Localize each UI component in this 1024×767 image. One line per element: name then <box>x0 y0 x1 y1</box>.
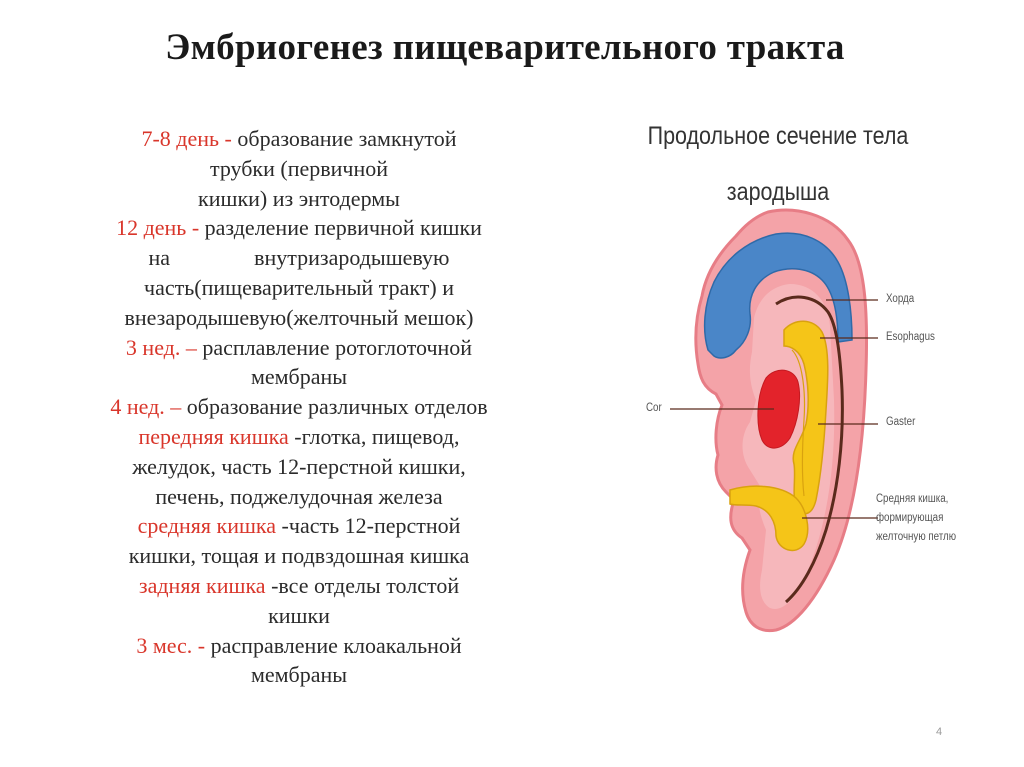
text-line: часть(пищеварительный тракт) и <box>144 274 454 300</box>
text-line <box>40 422 558 452</box>
text-line <box>40 631 558 661</box>
text-line: кишки, тощая и подвздошная кишка <box>128 543 470 569</box>
embryo-figure <box>590 200 1010 650</box>
text-line <box>40 511 558 541</box>
text-line: печень, поджелудочная железа <box>155 483 443 509</box>
text-line <box>40 333 558 363</box>
text-line: кишки) из энтодермы <box>198 185 400 211</box>
text-line <box>40 243 558 273</box>
label-chorda: Хорда <box>886 293 915 305</box>
label-midgut-line: желточную петлю <box>876 531 957 543</box>
label-midgut <box>876 490 956 547</box>
stage-desc: образование замкнутой <box>231 126 457 151</box>
text-line <box>40 213 558 243</box>
label-cor: Cor <box>646 402 662 414</box>
text-line: мембраны <box>250 364 348 390</box>
stage-desc: образование различных отделов <box>181 394 488 420</box>
slide-title: Эмбриогенез пищеварительного тракта <box>165 27 845 68</box>
page-number: 4 <box>936 726 943 738</box>
stage-label: 3 мес. - <box>136 632 206 658</box>
stage-desc: расправление клоакальной <box>205 632 462 658</box>
gut-section-label: средняя кишка <box>137 513 277 539</box>
label-gaster: Gaster <box>886 416 916 428</box>
text-line: трубки (первичной <box>209 155 389 181</box>
text-line: мембраны <box>250 662 348 688</box>
stage-label: 7-8 день - <box>141 126 232 151</box>
text-fragment: на <box>148 245 171 271</box>
label-midgut-line: формирующая <box>876 512 944 524</box>
text-line <box>40 571 558 601</box>
stage-desc: расплавление ротоглоточной <box>196 334 473 360</box>
stage-label: 12 день - <box>116 215 200 241</box>
gut-section-desc: -часть 12-перстной <box>276 513 461 539</box>
stage-desc: разделение первичной кишки <box>199 215 482 241</box>
text-fragment: внутризародышевую <box>254 245 450 271</box>
text-line <box>40 392 558 422</box>
gut-section-desc: -глотка, пищевод, <box>288 423 460 449</box>
text-line: внезародышевую(желточный мешок) <box>124 304 474 330</box>
diagram-title-line: Продольное сечение тела зародыша <box>647 122 909 206</box>
embryo-illustration <box>590 200 1010 650</box>
gut-section-label: передняя кишка <box>138 423 289 449</box>
stage-label: 4 нед. – <box>110 394 182 420</box>
text-line: желудок, часть 12-перстной кишки, <box>132 453 466 479</box>
stage-label: 3 нед. – <box>125 334 197 360</box>
label-midgut-line: Средняя кишка, <box>876 493 949 505</box>
gut-section-label: задняя кишка <box>138 572 266 598</box>
text-line: кишки <box>268 602 330 628</box>
gut-section-desc: -все отделы толстой <box>265 572 460 598</box>
text-line <box>40 124 558 154</box>
label-esophagus: Esophagus <box>886 331 935 343</box>
text-block <box>40 124 558 690</box>
